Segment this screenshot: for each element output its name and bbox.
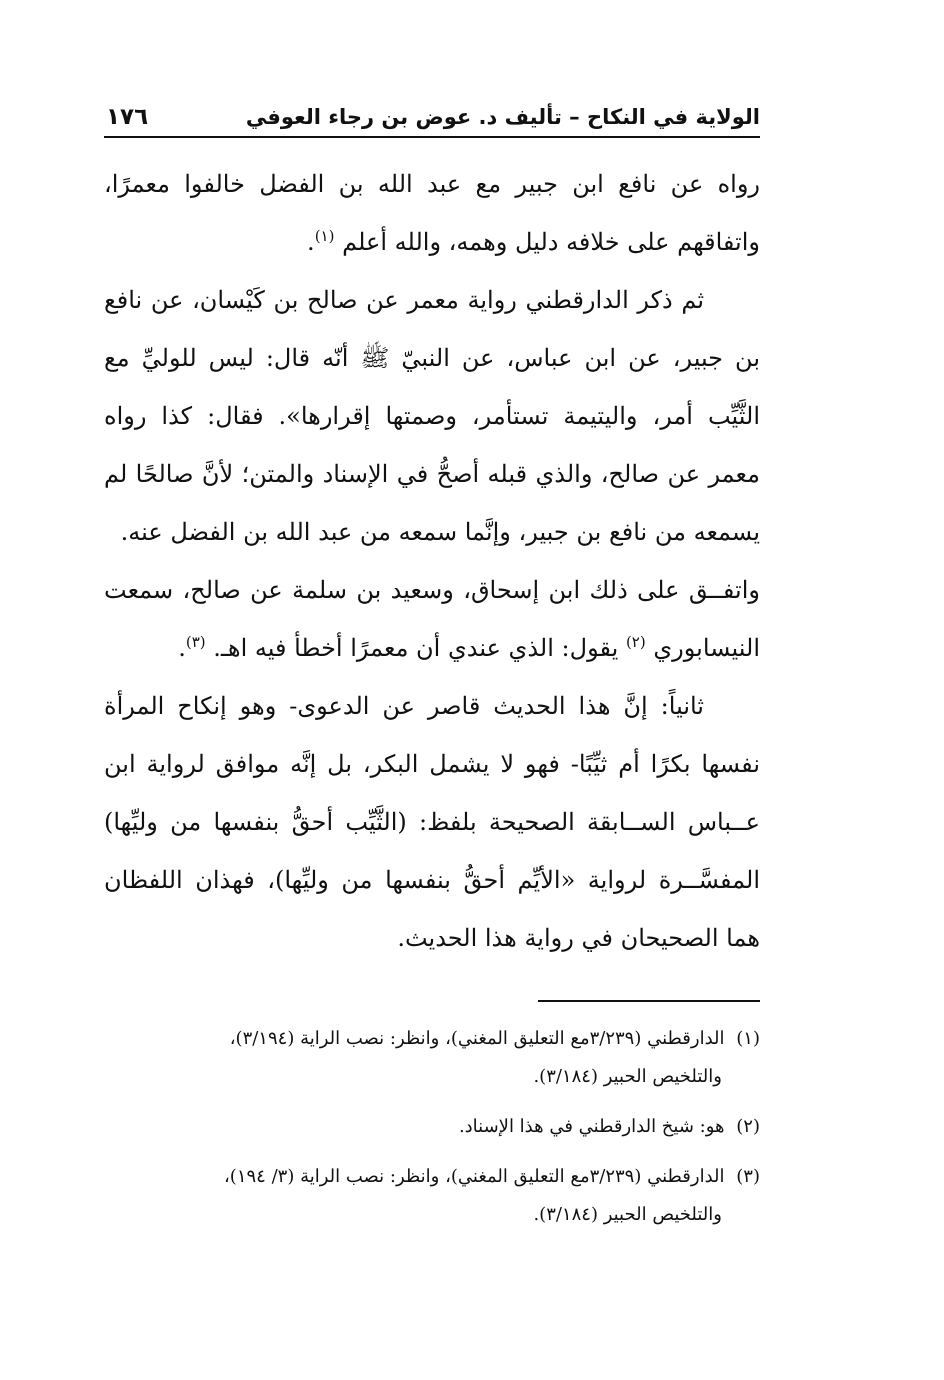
running-header <box>104 102 760 138</box>
paragraph-1-text: رواه عن نافع ابن جبير مع عبد الله بن الفضل خالفوا معمرًا، واتفاقهم على خلافه دليل وهمه، والله أعلم <box>104 170 760 256</box>
footnote-2 <box>104 1108 760 1146</box>
footnote-separator <box>538 1000 760 1002</box>
footnote-ref-1: (١) <box>314 227 335 245</box>
paragraph-4 <box>104 677 760 967</box>
paragraph-3 <box>104 561 760 677</box>
footnote-text-continued: والتلخيص الحبير (٣/١٨٤). <box>533 1066 722 1087</box>
footnote-text-continued: والتلخيص الحبير (٣/١٨٤). <box>533 1204 722 1225</box>
paragraph-4-text: ثانياً: إنَّ هذا الحديث قاصر عن الدعوى- وهو إنكاح المرأة نفسها بكرًا أم ثيِّبًا- فهو لا يشمل البكر، بل إنَّه موافق لرواية ابن عــباس الســابقة الصحيحة بلفظ: (الثَّيِّب أحقُّ بنفسها من وليِّها) المفسَّــرة لرواية «الأيِّم أحقُّ بنفسها من وليِّها)، فهذان اللفظان هما الصحيحان في رواية هذا الحديث. <box>104 692 760 952</box>
paragraph-3-end: . <box>178 634 186 662</box>
footnote-text: الدارقطني (٣/٢٣٩مع التعليق المغني)، وانظر: نصب الراية (٣/ ١٩٤)، <box>224 1166 725 1187</box>
footnote-1 <box>104 1020 760 1096</box>
paragraph-1 <box>104 155 760 271</box>
footnote-3 <box>104 1158 760 1234</box>
paragraph-3-text-2: يقول: الذي عندي أن معمرًا أخطأ فيه اهـ. <box>213 634 619 662</box>
header-title: الولاية في النكاح – تأليف د. عوض بن رجاء العوفي <box>245 105 760 129</box>
footnote-ref-3: (٣) <box>185 633 206 651</box>
paragraph-2-text: ثم ذكر الدارقطني رواية معمر عن صالح بن كَيْسان، عن نافع بن جبير، عن ابن عباس، عن النبيّ ﷺ أنّه قال: ليس للوليِّ مع الثَّيِّب أمر، واليتيمة تستأمر، وصمتها إقرارها». فقال: كذا رواه معمر عن صالح، والذي قبله أصحُّ في الإسناد والمتن؛ لأنَّ صالحًا لم يسمعه من نافع بن جبير، وإنَّما سمعه من عبد الله بن الفضل عنه. <box>104 286 760 546</box>
footnote-ref-2: (٢) <box>625 633 646 651</box>
footnote-text: هو: شيخ الدارقطني في هذا الإسناد. <box>458 1116 725 1137</box>
footnote-number: (٢) <box>736 1116 760 1137</box>
paragraph-1-end: . <box>307 228 315 256</box>
main-text <box>104 155 760 967</box>
footnote-text: الدارقطني (٣/٢٣٩مع التعليق المغني)، وانظر: نصب الراية (٣/١٩٤)، <box>229 1028 725 1049</box>
footnotes <box>104 1020 760 1246</box>
paragraph-2 <box>104 271 760 561</box>
paragraph-3-text: واتفــق على ذلك ابن إسحاق، وسعيد بن سلمة عن صالح، سمعت النيسابوري <box>104 576 760 662</box>
footnote-number: (١) <box>736 1028 760 1049</box>
page-number: ١٧٦ <box>106 104 149 130</box>
footnote-number: (٣) <box>736 1166 760 1187</box>
